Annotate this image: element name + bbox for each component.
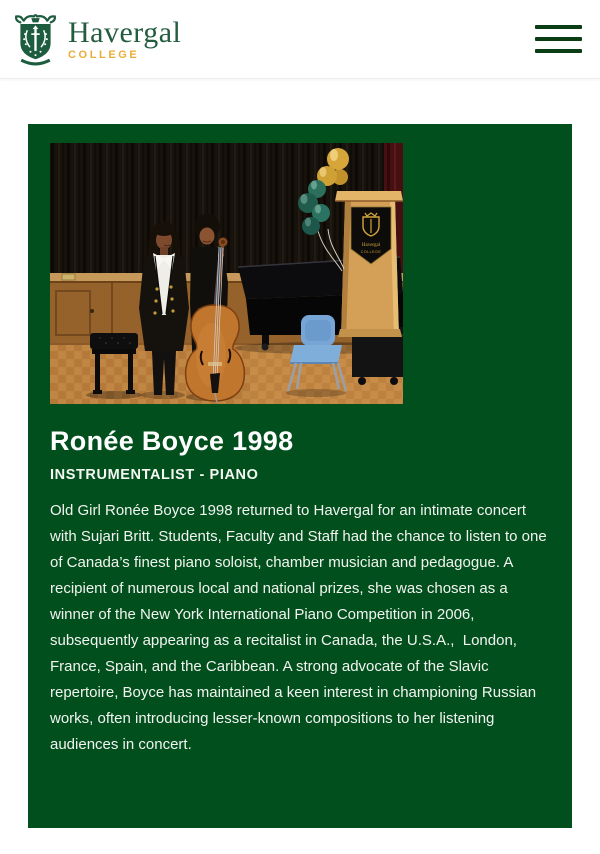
- hamburger-icon: [535, 37, 582, 41]
- logo-wordmark: Havergal: [68, 15, 182, 49]
- logo[interactable]: [12, 11, 181, 67]
- card-title: Ronée Boyce 1998: [50, 426, 294, 456]
- site-header: [0, 0, 600, 79]
- profile-card: [28, 124, 572, 828]
- menu-button[interactable]: [535, 25, 582, 53]
- podium-banner-college: COLLEGE: [360, 250, 382, 254]
- hamburger-icon: [535, 49, 582, 53]
- podium-banner-wordmark: Havergal: [361, 243, 381, 248]
- logo-college-label: COLLEGE: [68, 48, 140, 61]
- havergal-crest-icon: [12, 13, 59, 67]
- concert-photo: [50, 143, 403, 404]
- page-main: [0, 79, 600, 828]
- card-subtitle: INSTRUMENTALIST - PIANO: [50, 467, 259, 483]
- hamburger-icon: [535, 25, 582, 29]
- podium: [335, 191, 403, 337]
- card-body-text: Old Girl Ronée Boyce 1998 returned to Havergal for an intimate concert with Sujari Britt. Students, Faculty and Staff had the chance to listen to one of Canada’s finest piano soloist, chamber musician and pedagogue. A recipient of numerous local and national prizes, she was chosen as a winner of the New York International Piano Competition in 2006, subsequently appearing as a recitalist in Canada, the U.S.A., London, France, Spain, and the Caribbean. A strong advocate of the Slavic repertoire, Boyce has maintained a keen interest in championing Russian works, often introducing lesser-known compositions to her listening audiences in concert.: [50, 502, 551, 753]
